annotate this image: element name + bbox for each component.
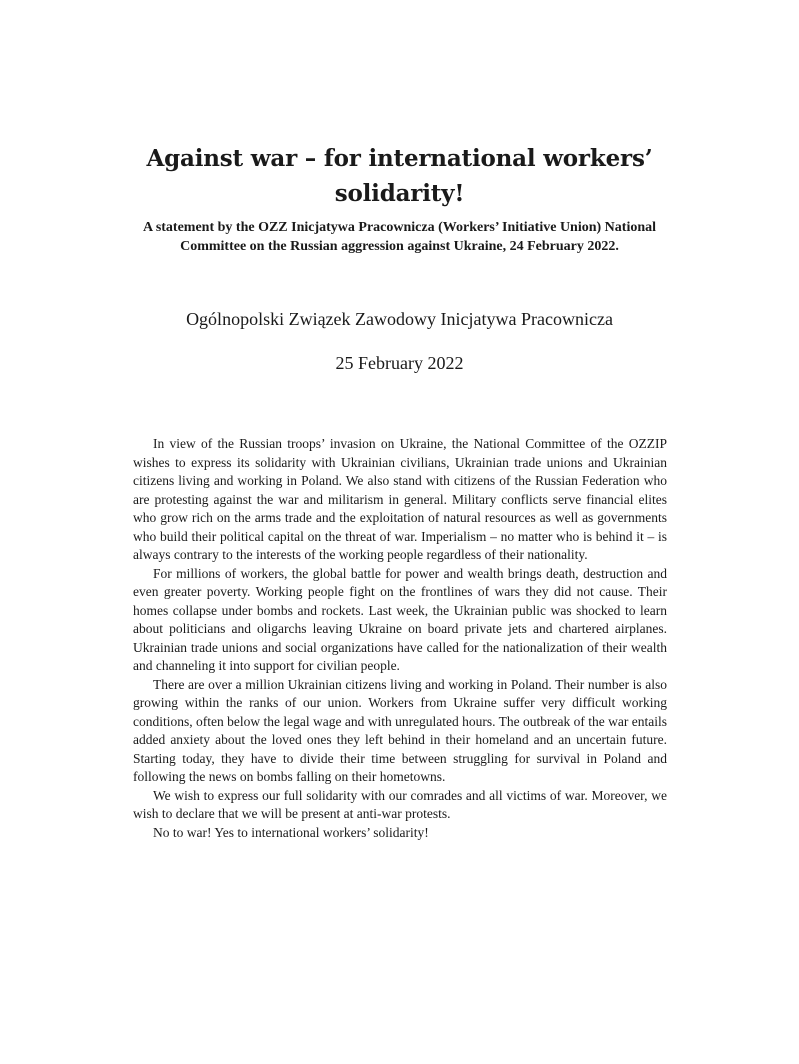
document-title: Against war – for international workers’ solidarity!: [146, 145, 653, 207]
paragraph: We wish to express our full solidarity with our comrades and all victims of war. Moreover, we wish to declare that we will be present at anti-war protests.: [133, 787, 667, 821]
paragraph: There are over a million Ukrainian citizens living and working in Poland. Their number is also growing within the ranks of our union. Workers from Ukraine suffer very difficult working conditions, often below the legal wage and with unregulated hours. The outbreak of the war entails added anxiety about the loved ones they left behind in their homeland and an uncertain future. Starting today, they have to divide their time between struggling for survival in Poland and following the news on bombs falling on their hometowns.: [133, 676, 667, 784]
document-author: Ogólnopolski Związek Zawodowy Inicjatywa Pracownicza: [186, 309, 613, 329]
document-subtitle: A statement by the OZZ Inicjatywa Pracownicza (Workers’ Initiative Union) National Committee on the Russian aggression against Ukraine, 24 February 2022.: [142, 220, 657, 254]
statement-body: [133, 435, 667, 842]
document-date: 25 February 2022: [335, 353, 464, 373]
paragraph: For millions of workers, the global battle for power and wealth brings death, destruction and even greater poverty. Working people fight on the frontlines of wars they did not cause. Their homes collapse under bombs and rockets. Last week, the Ukrainian public was shocked to learn about politicians and oligarchs leaving Ukraine on board private jets and chartered airplanes. Ukrainian trade unions and social organizations have called for the nationalization of their wealth and channeling it into support for civilian people.: [133, 565, 667, 673]
paragraph: In view of the Russian troops’ invasion on Ukraine, the National Committee of the OZZIP wishes to express its solidarity with Ukrainian civilians, Ukrainian trade unions and Ukrainian citizens living and working in Poland. We also stand with citizens of the Russian Federation who are protesting against the war and militarism in general. Military conflicts serve financial elites who grow rich on the arms trade and the exploitation of natural resources as well as governments who build their political capital on the threat of war. Imperialism – no matter who is behind it – is always contrary to the interests of the working people regardless of their nationality.: [133, 436, 667, 562]
paragraph: No to war! Yes to international workers’ solidarity!: [153, 824, 429, 840]
